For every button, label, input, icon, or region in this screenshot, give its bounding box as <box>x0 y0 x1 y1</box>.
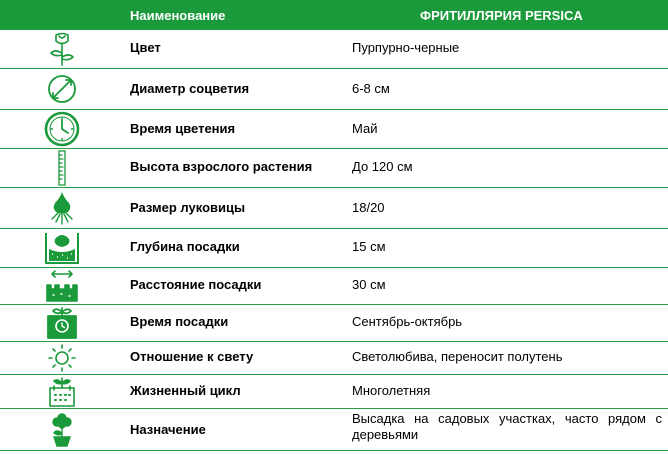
planting-distance-icon <box>43 269 81 303</box>
row-label: Время посадки <box>130 314 229 329</box>
table-row <box>0 188 668 229</box>
row-label: Глубина посадки <box>130 239 240 254</box>
bulb-icon <box>43 190 81 226</box>
table-row <box>0 375 668 409</box>
table-row <box>0 149 668 188</box>
header-name: Наименование <box>130 8 226 23</box>
row-value: 15 см <box>352 239 386 254</box>
ruler-icon <box>43 150 81 186</box>
sun-icon <box>43 343 81 373</box>
table-row <box>0 229 668 268</box>
row-value: Сентябрь-октябрь <box>352 314 463 329</box>
table-header <box>0 0 668 30</box>
table-row <box>0 268 668 305</box>
table-row <box>0 30 668 69</box>
row-value: Светолюбива, переносит полутень <box>352 349 563 364</box>
planting-depth-icon <box>43 230 81 266</box>
row-value: 18/20 <box>352 200 385 215</box>
row-value: Многолетняя <box>352 383 431 398</box>
row-label: Жизненный цикл <box>130 383 241 398</box>
row-label: Размер луковицы <box>130 200 246 215</box>
flower-pot-icon <box>43 411 81 448</box>
row-label: Диаметр соцветия <box>130 81 250 96</box>
table-row <box>0 409 668 451</box>
planting-time-icon <box>43 306 81 340</box>
row-label: Высота взрослого растения <box>130 159 313 174</box>
rose-icon <box>43 31 81 67</box>
header-value: ФРИТИЛЛЯРИЯ PERSICA <box>420 8 583 23</box>
row-label: Цвет <box>130 40 161 55</box>
diameter-icon <box>43 71 81 107</box>
calendar-plant-icon <box>43 376 81 407</box>
row-value: 30 см <box>352 277 386 292</box>
row-value: Май <box>352 121 378 136</box>
row-value: 6-8 см <box>352 81 390 96</box>
table-row <box>0 110 668 149</box>
table-row <box>0 342 668 375</box>
row-value: Высадка на садовых участках, часто рядом с деревьями <box>352 411 662 442</box>
row-value: Пурпурно-черные <box>352 40 460 55</box>
clock-icon <box>43 111 81 147</box>
row-label: Время цветения <box>130 121 236 136</box>
row-label: Назначение <box>130 422 206 437</box>
table-row <box>0 305 668 342</box>
row-value: До 120 см <box>352 159 413 174</box>
row-label: Расстояние посадки <box>130 277 262 292</box>
table-row <box>0 69 668 110</box>
row-label: Отношение к свету <box>130 349 254 364</box>
